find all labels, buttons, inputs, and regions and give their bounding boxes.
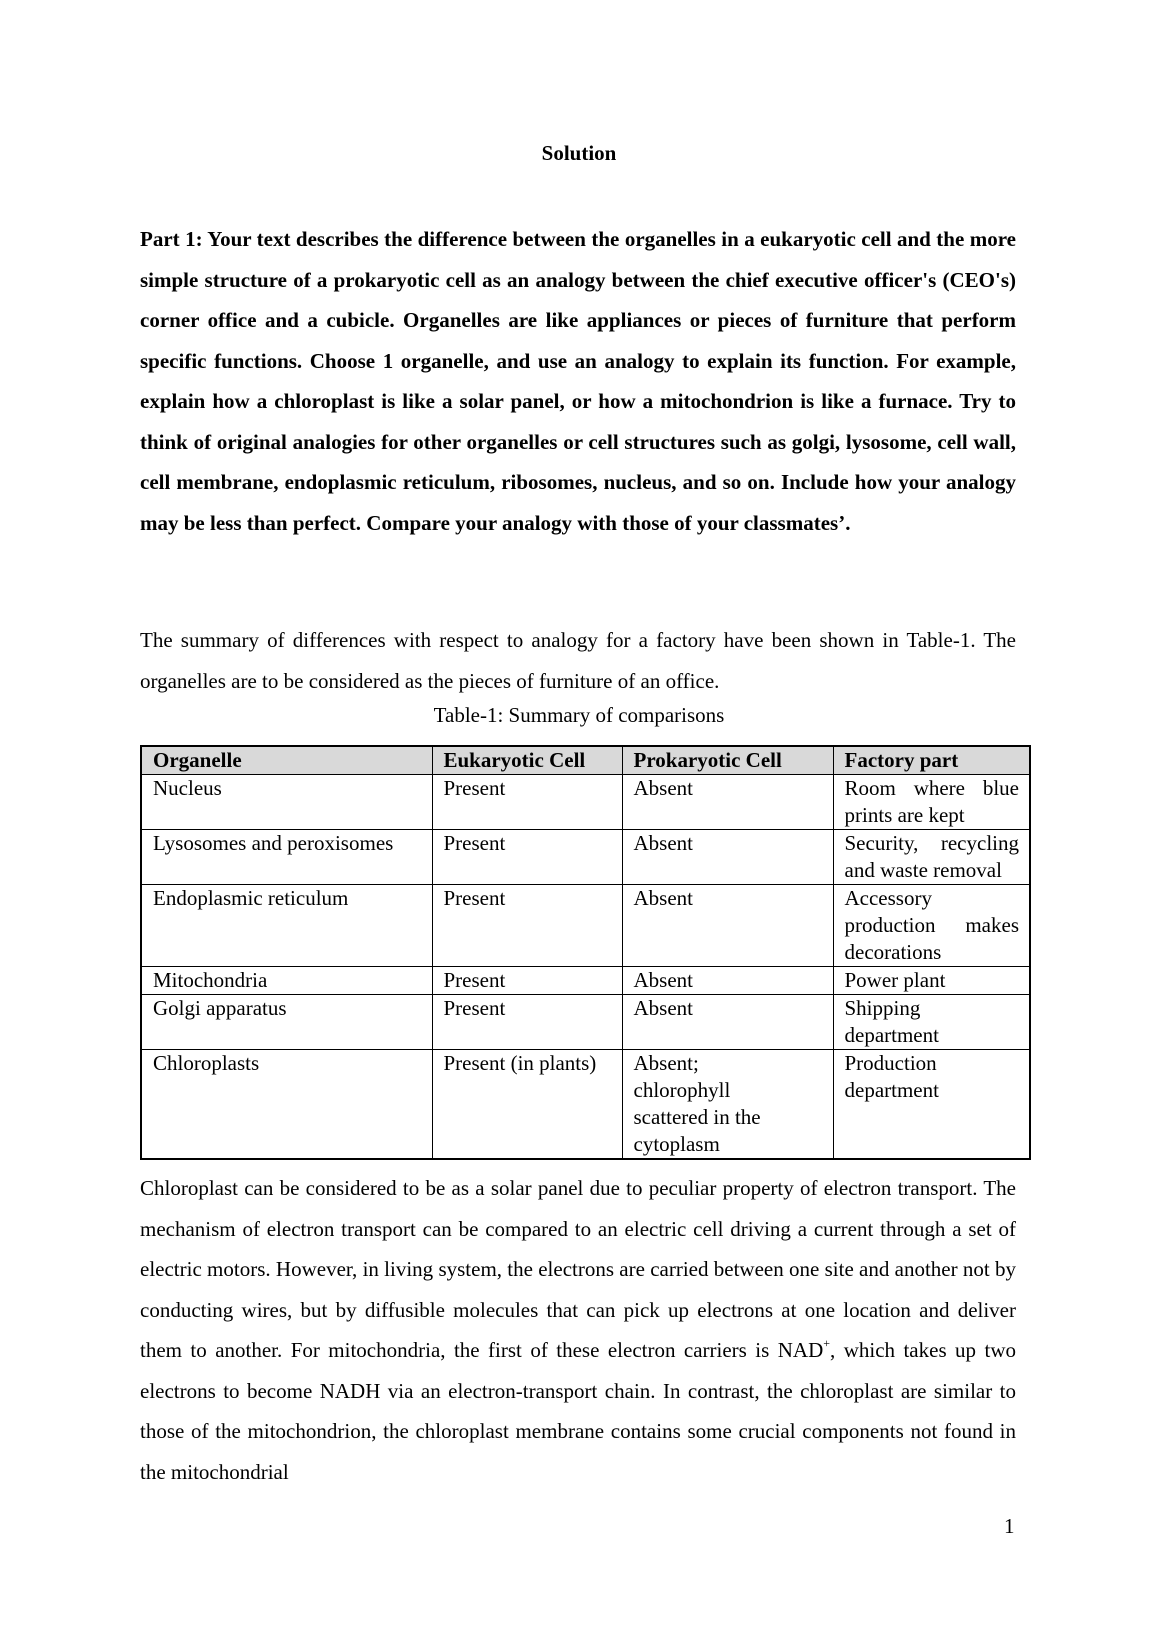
header-factory-part: Factory part xyxy=(833,746,1030,775)
cell-eukaryotic: Present xyxy=(432,830,622,885)
cell-organelle: Endoplasmic reticulum xyxy=(141,885,432,967)
header-eukaryotic: Eukaryotic Cell xyxy=(432,746,622,775)
table-row xyxy=(141,1050,1030,1160)
cell-organelle: Mitochondria xyxy=(141,967,432,995)
cell-prokaryotic-text: Absent; chlorophyll scattered in the cytoplasm xyxy=(633,1051,761,1156)
cell-factory-part: Accessory production makes decorations xyxy=(833,885,1030,967)
page-title: Solution xyxy=(541,141,617,165)
cell-organelle: Nucleus xyxy=(141,775,432,830)
cell-organelle: Lysosomes and peroxisomes xyxy=(141,830,432,885)
header-organelle: Organelle xyxy=(141,746,432,775)
cell-eukaryotic: Present (in plants) xyxy=(432,1050,622,1160)
table-header-row xyxy=(141,746,1030,775)
body-text-end: , which takes up two electrons to become NADH via an electron-transport chain. In contrast, the chloroplast are similar to those of the mitochondrion, the chloroplast membrane contains some crucial components not found in the mitochondrial xyxy=(140,1338,1016,1484)
cell-eukaryotic: Present xyxy=(432,775,622,830)
cell-prokaryotic: Absent xyxy=(622,995,833,1050)
nad-superscript: + xyxy=(823,1336,831,1350)
intro-paragraph: The summary of differences with respect to analogy for a factory have been shown in Table-1. The organelles are to be considered as the pieces of furniture of an office. xyxy=(140,628,1016,693)
cell-factory-part: Power plant xyxy=(833,967,1030,995)
cell-factory-part-text: Production department xyxy=(844,1051,939,1102)
cell-eukaryotic: Present xyxy=(432,995,622,1050)
table-row xyxy=(141,885,1030,967)
cell-prokaryotic: Absent xyxy=(622,885,833,967)
table-caption: Table-1: Summary of comparisons xyxy=(433,703,725,727)
cell-factory-part xyxy=(833,995,1030,1050)
cell-prokaryotic: Absent xyxy=(622,830,833,885)
cell-organelle: Golgi apparatus xyxy=(141,995,432,1050)
page-number: 1 xyxy=(1004,1514,1015,1538)
cell-factory-part xyxy=(833,1050,1030,1160)
header-prokaryotic: Prokaryotic Cell xyxy=(622,746,833,775)
cell-factory-part: Security, recycling and waste removal xyxy=(833,830,1030,885)
table-row xyxy=(141,995,1030,1050)
comparison-table xyxy=(140,745,1031,1160)
cell-prokaryotic: Absent xyxy=(622,967,833,995)
cell-organelle: Chloroplasts xyxy=(141,1050,432,1160)
table-row xyxy=(141,775,1030,830)
cell-prokaryotic: Absent xyxy=(622,775,833,830)
body-text-start: Chloroplast can be considered to be as a solar panel due to peculiar property of electron transport. The mechanism of electron transport can be compared to an electric cell driving a current through a set of electric motors. However, in living system, the electrons are carried between one site and another not by conducting wires, but by diffusible molecules that can pick up electrons at one location and deliver them to another. For mitochondria, the first of these electron carriers is NAD xyxy=(140,1176,1016,1362)
cell-eukaryotic: Present xyxy=(432,885,622,967)
cell-eukaryotic: Present xyxy=(432,967,622,995)
question-paragraph: Part 1: Your text describes the difference between the organelles in a eukaryotic cell and the more simple structure of a prokaryotic cell as an analogy between the chief executive officer's (CEO's) corner office and a cubicle. Organelles are like appliances or pieces of furniture that perform specific functions. Choose 1 organelle, and use an analogy to explain its function. For example, explain how a chloroplast is like a solar panel, or how a mitochondrion is like a furnace. Try to think of original analogies for other organelles or cell structures such as golgi, lysosome, cell wall, cell membrane, endoplasmic reticulum, ribosomes, nucleus, and so on. Include how your analogy may be less than perfect. Compare your analogy with those of your classmates’. xyxy=(140,227,1016,535)
cell-factory-part: Room where blue prints are kept xyxy=(833,775,1030,830)
cell-prokaryotic xyxy=(622,1050,833,1160)
table-row xyxy=(141,967,1030,995)
cell-factory-part-text: Shipping department xyxy=(844,996,939,1047)
body-paragraph xyxy=(140,1168,1016,1492)
table-row xyxy=(141,830,1030,885)
